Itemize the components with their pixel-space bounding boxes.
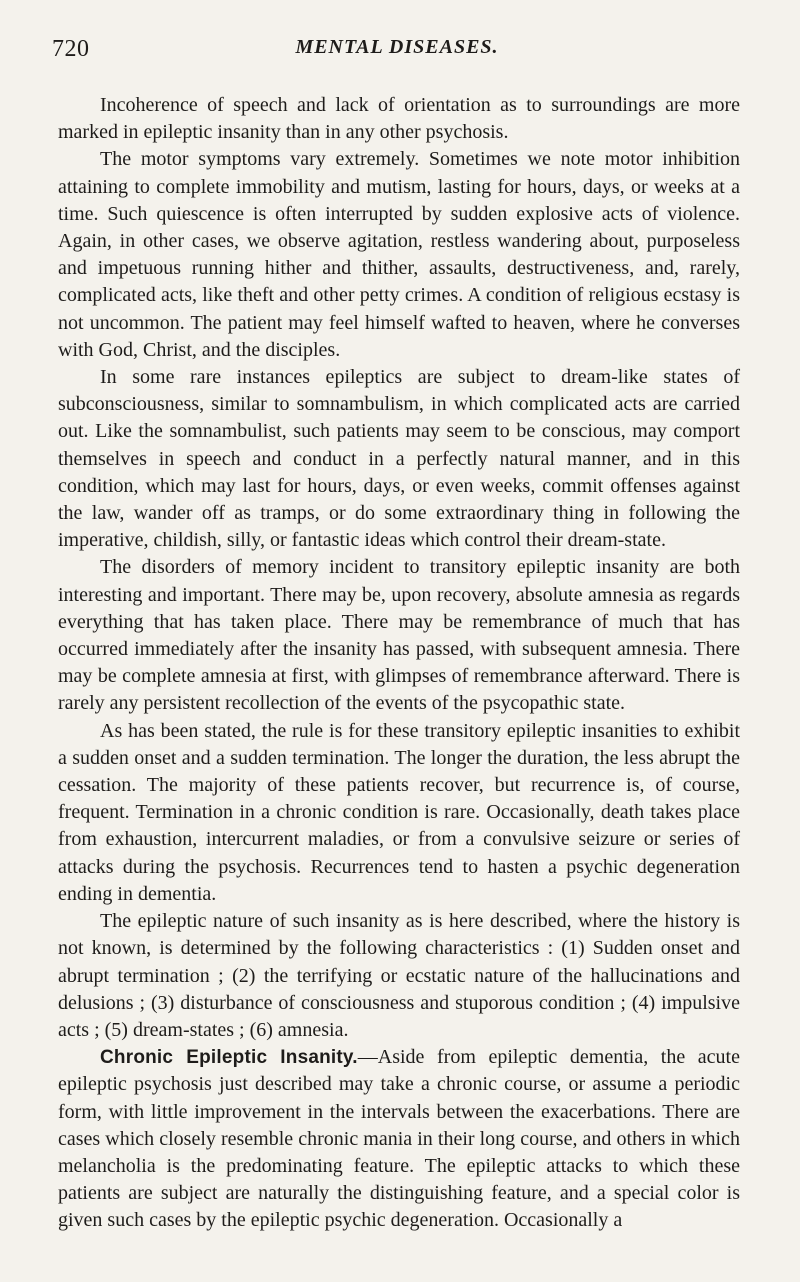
- page-number: 720: [52, 36, 90, 62]
- paragraph-motor-symptoms: The motor symptoms vary extremely. Sometimes we note motor inhibition attaining to complete immobility and mutism, lasting for hours, days, or weeks at a time. Such quiescence is often interrupted by sudden explosive acts of violence. Again, in other cases, we observe agitation, restless wandering about, purposeless and impetuous running hither and thither, assaults, destructiveness, and, rarely, complicated acts, like theft and other petty crimes. A condition of religious ecstasy is not uncommon. The patient may feel himself wafted to heaven, where he converses with God, Christ, and the disciples.: [58, 148, 740, 361]
- paragraph-chronic-epileptic-insanity: [58, 1044, 740, 1234]
- running-title: MENTAL DISEASES.: [295, 36, 499, 58]
- paragraph-characteristics: The epileptic nature of such insanity as is here described, where the history is not known, is determined by the following characteristics : (1) Sudden onset and abrupt termination ; (2) the terrifying or ecstatic nature of the hallucinations and delusions ; (3) disturbance of consciousness and stuporous condition ; (4) impulsive acts ; (5) dream-states ; (6) amnesia.: [58, 910, 740, 1041]
- paragraph-onset-termination: As has been stated, the rule is for these transitory epileptic insanities to exhibit a sudden onset and a sudden termination. The longer the duration, the less abrupt the cessation. The majority of these patients recover, but recurrence is, of course, frequent. Termination in a chronic condition is rare. Occasionally, death takes place from exhaustion, intercurrent maladies, or from a convulsive seizure or series of attacks during the psychosis. Recurrences tend to hasten a psychic degeneration ending in dementia.: [58, 719, 740, 905]
- page-body: [58, 92, 740, 1235]
- page-header: [52, 36, 742, 66]
- paragraph-dream-states: In some rare instances epileptics are subject to dream-like states of subconsciousness, similar to somnambulism, in which complicated acts are carried out. Like the somnambulist, such patients may seem to be conscious, may comport themselves in speech and conduct in a perfectly natural manner, and in this condition, which may last for hours, days, or even weeks, commit offenses against the law, wander off as tramps, or do some extraordinary thing in following the imperative, childish, silly, or fantastic ideas which control their dream-state.: [58, 366, 740, 552]
- section-text: —Aside from epileptic dementia, the acute epileptic psychosis just described may take a chronic course, or assume a periodic form, with little improvement in the intervals between the exacerbations. There are cases which closely resemble chronic mania in their long course, and others in which melancholia is the predominating feature. The epileptic attacks to which these patients are subject are naturally the distinguishing feature, and a special color is given such cases by the epileptic psychic degeneration. Occasionally a: [58, 1046, 740, 1232]
- paragraph-incoherence: Incoherence of speech and lack of orientation as to surroundings are more marked in epileptic insanity than in any other psychosis.: [58, 94, 740, 144]
- paragraph-memory-disorders: The disorders of memory incident to transitory epileptic insanity are both interesting and important. There may be, upon recovery, absolute amnesia as regards everything that has taken place. There may be remembrance of much that has occurred immediately after the insanity has passed, with subsequent amnesia. There may be complete amnesia at first, with glimpses of remembrance afterward. There is rarely any persistent recollection of the events of the psycopathic state.: [58, 556, 740, 715]
- section-heading: Chronic Epileptic Insanity.: [100, 1047, 358, 1069]
